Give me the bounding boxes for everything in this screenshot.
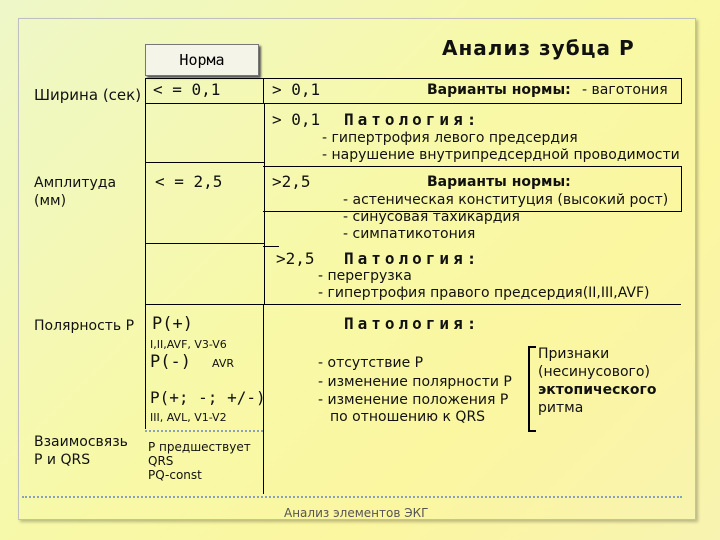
- footer-divider: [22, 496, 682, 498]
- polarity-label: Полярность Р: [34, 318, 135, 334]
- signs-line-tail: ритма: [538, 400, 584, 416]
- width-pathology-item-2: - нарушение внутрипредсердной проводимости: [322, 147, 680, 163]
- amplitude-pathology-item-1: - перегрузка: [318, 268, 412, 284]
- amplitude-connector: [263, 246, 279, 247]
- amplitude-bottom-line: [263, 304, 681, 305]
- width-variants-label: Варианты нормы:: [427, 82, 571, 98]
- relation-label-line1: Взаимосвязь: [34, 434, 128, 450]
- width-norm-lower-box: [145, 104, 265, 163]
- amplitude-label-line2: (мм): [34, 193, 67, 209]
- relation-line-3: PQ-const: [148, 468, 202, 482]
- amplitude-gt2-value: >2,5: [276, 249, 315, 268]
- slide-title: Анализ зубца Р: [442, 36, 635, 60]
- width-pathology: Патология:: [344, 110, 481, 129]
- width-gt-value: > 0,1: [272, 80, 321, 99]
- amplitude-pathology-item-2: - гипертрофия правого предсердия(II,III,AVF): [318, 285, 650, 301]
- amplitude-norm-lower-box: [145, 242, 265, 305]
- amplitude-variant-1: - астеническая конституция (высокий рост): [343, 192, 669, 208]
- amplitude-variant-3: - симпатикотония: [343, 226, 476, 242]
- amplitude-gt-value: >2,5: [272, 172, 311, 191]
- relation-label-line2: Р и QRS: [34, 452, 91, 468]
- relation-divider: [145, 430, 263, 432]
- width-divider: [263, 78, 264, 104]
- signs-line-bold: эктопического: [538, 382, 657, 398]
- p-mixed-leads: III, AVL, V1-V2: [150, 411, 227, 424]
- amplitude-variant-2: - синусовая тахикардия: [343, 209, 520, 225]
- signs-line-1: Признаки: [538, 346, 610, 362]
- polarity-item-1: - отсутствие Р: [318, 355, 424, 371]
- p-mixed: Р(+; -; +/-): [150, 388, 266, 407]
- relation-line-1: Р предшествует: [148, 440, 251, 454]
- polarity-item-2: - изменение полярности Р: [318, 374, 512, 390]
- amplitude-label-line1: Амплитуда: [34, 175, 117, 191]
- width-variants-text: - ваготония: [582, 82, 668, 98]
- width-gt2-value: > 0,1: [272, 110, 321, 129]
- polarity-pathology: Патология:: [344, 314, 481, 333]
- p-negative-leads: AVR: [212, 357, 234, 370]
- signs-bracket: [528, 346, 536, 432]
- footer-text: Анализ элементов ЭКГ: [284, 506, 429, 520]
- p-positive: Р(+): [152, 314, 193, 334]
- norm-header: Норма: [145, 44, 259, 76]
- relation-line-2: QRS: [148, 454, 174, 468]
- width-norm-value: < = 0,1: [153, 80, 221, 99]
- amplitude-norm-value: < = 2,5: [155, 172, 223, 191]
- amplitude-pathology: Патология:: [344, 249, 481, 268]
- width-pathology-item-1: - гипертрофия левого предсердия: [322, 130, 578, 146]
- signs-line-2: (несинусового): [538, 364, 650, 380]
- width-label: Ширина (сек): [34, 86, 142, 104]
- polarity-item-tail: по отношению к QRS: [330, 409, 486, 425]
- p-negative: Р(-): [150, 352, 191, 372]
- amplitude-variants-label: Варианты нормы:: [427, 174, 571, 190]
- p-positive-leads: I,II,AVF, V3-V6: [150, 338, 227, 351]
- polarity-left-line: [145, 304, 146, 429]
- polarity-item-3: - изменение положения Р: [318, 392, 509, 408]
